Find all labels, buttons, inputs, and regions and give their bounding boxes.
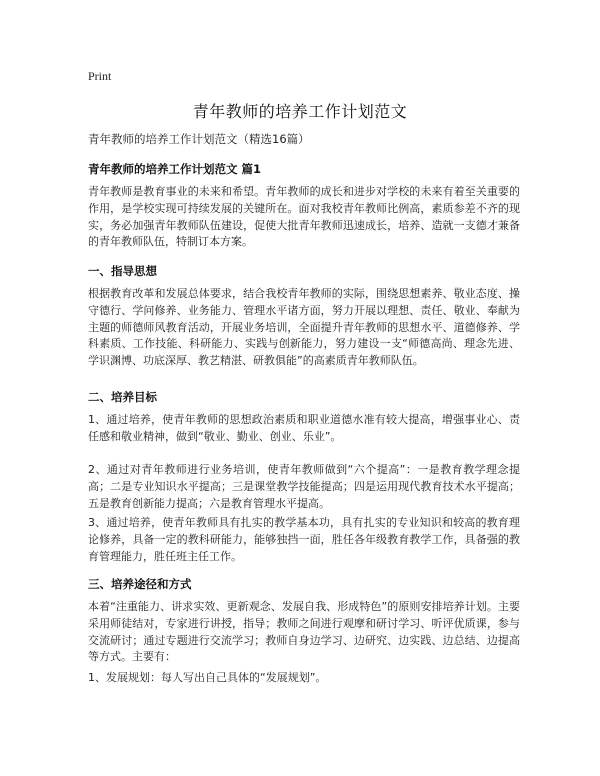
methods-item-1: 1、发展规划：每人写出自己具体的“发展规划”。: [88, 671, 327, 684]
document-subtitle: 青年教师的培养工作计划范文（精选16篇）: [88, 132, 310, 146]
section-heading-goals: 二、培养目标: [88, 390, 157, 404]
section-heading-guiding-ideas: 一、指导思想: [88, 264, 157, 278]
guiding-ideas-paragraph: 根据教育改革和发展总体要求，结合我校青年教师的实际，围绕思想素养、敬业态度、操守德行、学问修养、业务能力、管理水平诸方面，努力开展以理想、责任、敬业、奉献为主题的师德师风教育活动，开展业务培训，全面提升青年教师的思想水平、道德修养、学科素质、工作技能、科研能力、实践与创新能力，努力建设一支“师德高尚、理念先进、学识渊博、功底深厚、教艺精湛、研教俱能”的高素质青年教师队伍。: [88, 287, 520, 368]
goal-item-3: 3、通过培养，使青年教师具有扎实的教学基本功，具有扎实的专业知识和较高的教育理论修养，具备一定的教科研能力，能够独挡一面，胜任各年级教育教学工作，具备强的教育管理能力，胜任班主任工作。: [88, 516, 520, 563]
goal-item-1: 1、通过培养，使青年教师的思想政治素质和职业道德水准有较大提高，增强事业心、责任感和敬业精神，做到“敬业、勤业、创业、乐业”。: [88, 413, 520, 443]
goal-item-2: 2、通过对青年教师进行业务培训，使青年教师做到“六个提高”：一是教育教学理念提高；二是专业知识水平提高；三是课堂教学技能提高；四是运用现代教育技术水平提高；五是教育创新能力提高；六是教育管理水平提高。: [88, 463, 520, 510]
chapter-heading: 青年教师的培养工作计划范文 篇1: [88, 162, 262, 176]
document-title: 青年教师的培养工作计划范文: [192, 102, 408, 121]
print-link[interactable]: Print: [88, 69, 112, 83]
methods-paragraph: 本着“注重能力、讲求实效、更新观念、发展自我、形成特色”的原则安排培养计划。主要采用师徒结对，专家进行讲授，指导；教师之间进行观摩和研讨学习、听评优质课，参与交流研讨；通过专题进行交流学习；教师自身边学习、边研究、边实践、边总结、边提高等方式。主要有：: [88, 600, 520, 664]
intro-paragraph: 青年教师是教育事业的未来和希望。青年教师的成长和进步对学校的未来有着至关重要的作用，是学校实现可持续发展的关键所在。面对我校青年教师比例高，素质参差不齐的现实，务必加强青年教师队伍建设，促使大批青年教师迅速成长，培养、造就一支德才兼备的青年教师队伍，特制订本方案。: [88, 185, 520, 249]
section-heading-methods: 三、培养途径和方式: [88, 577, 192, 591]
